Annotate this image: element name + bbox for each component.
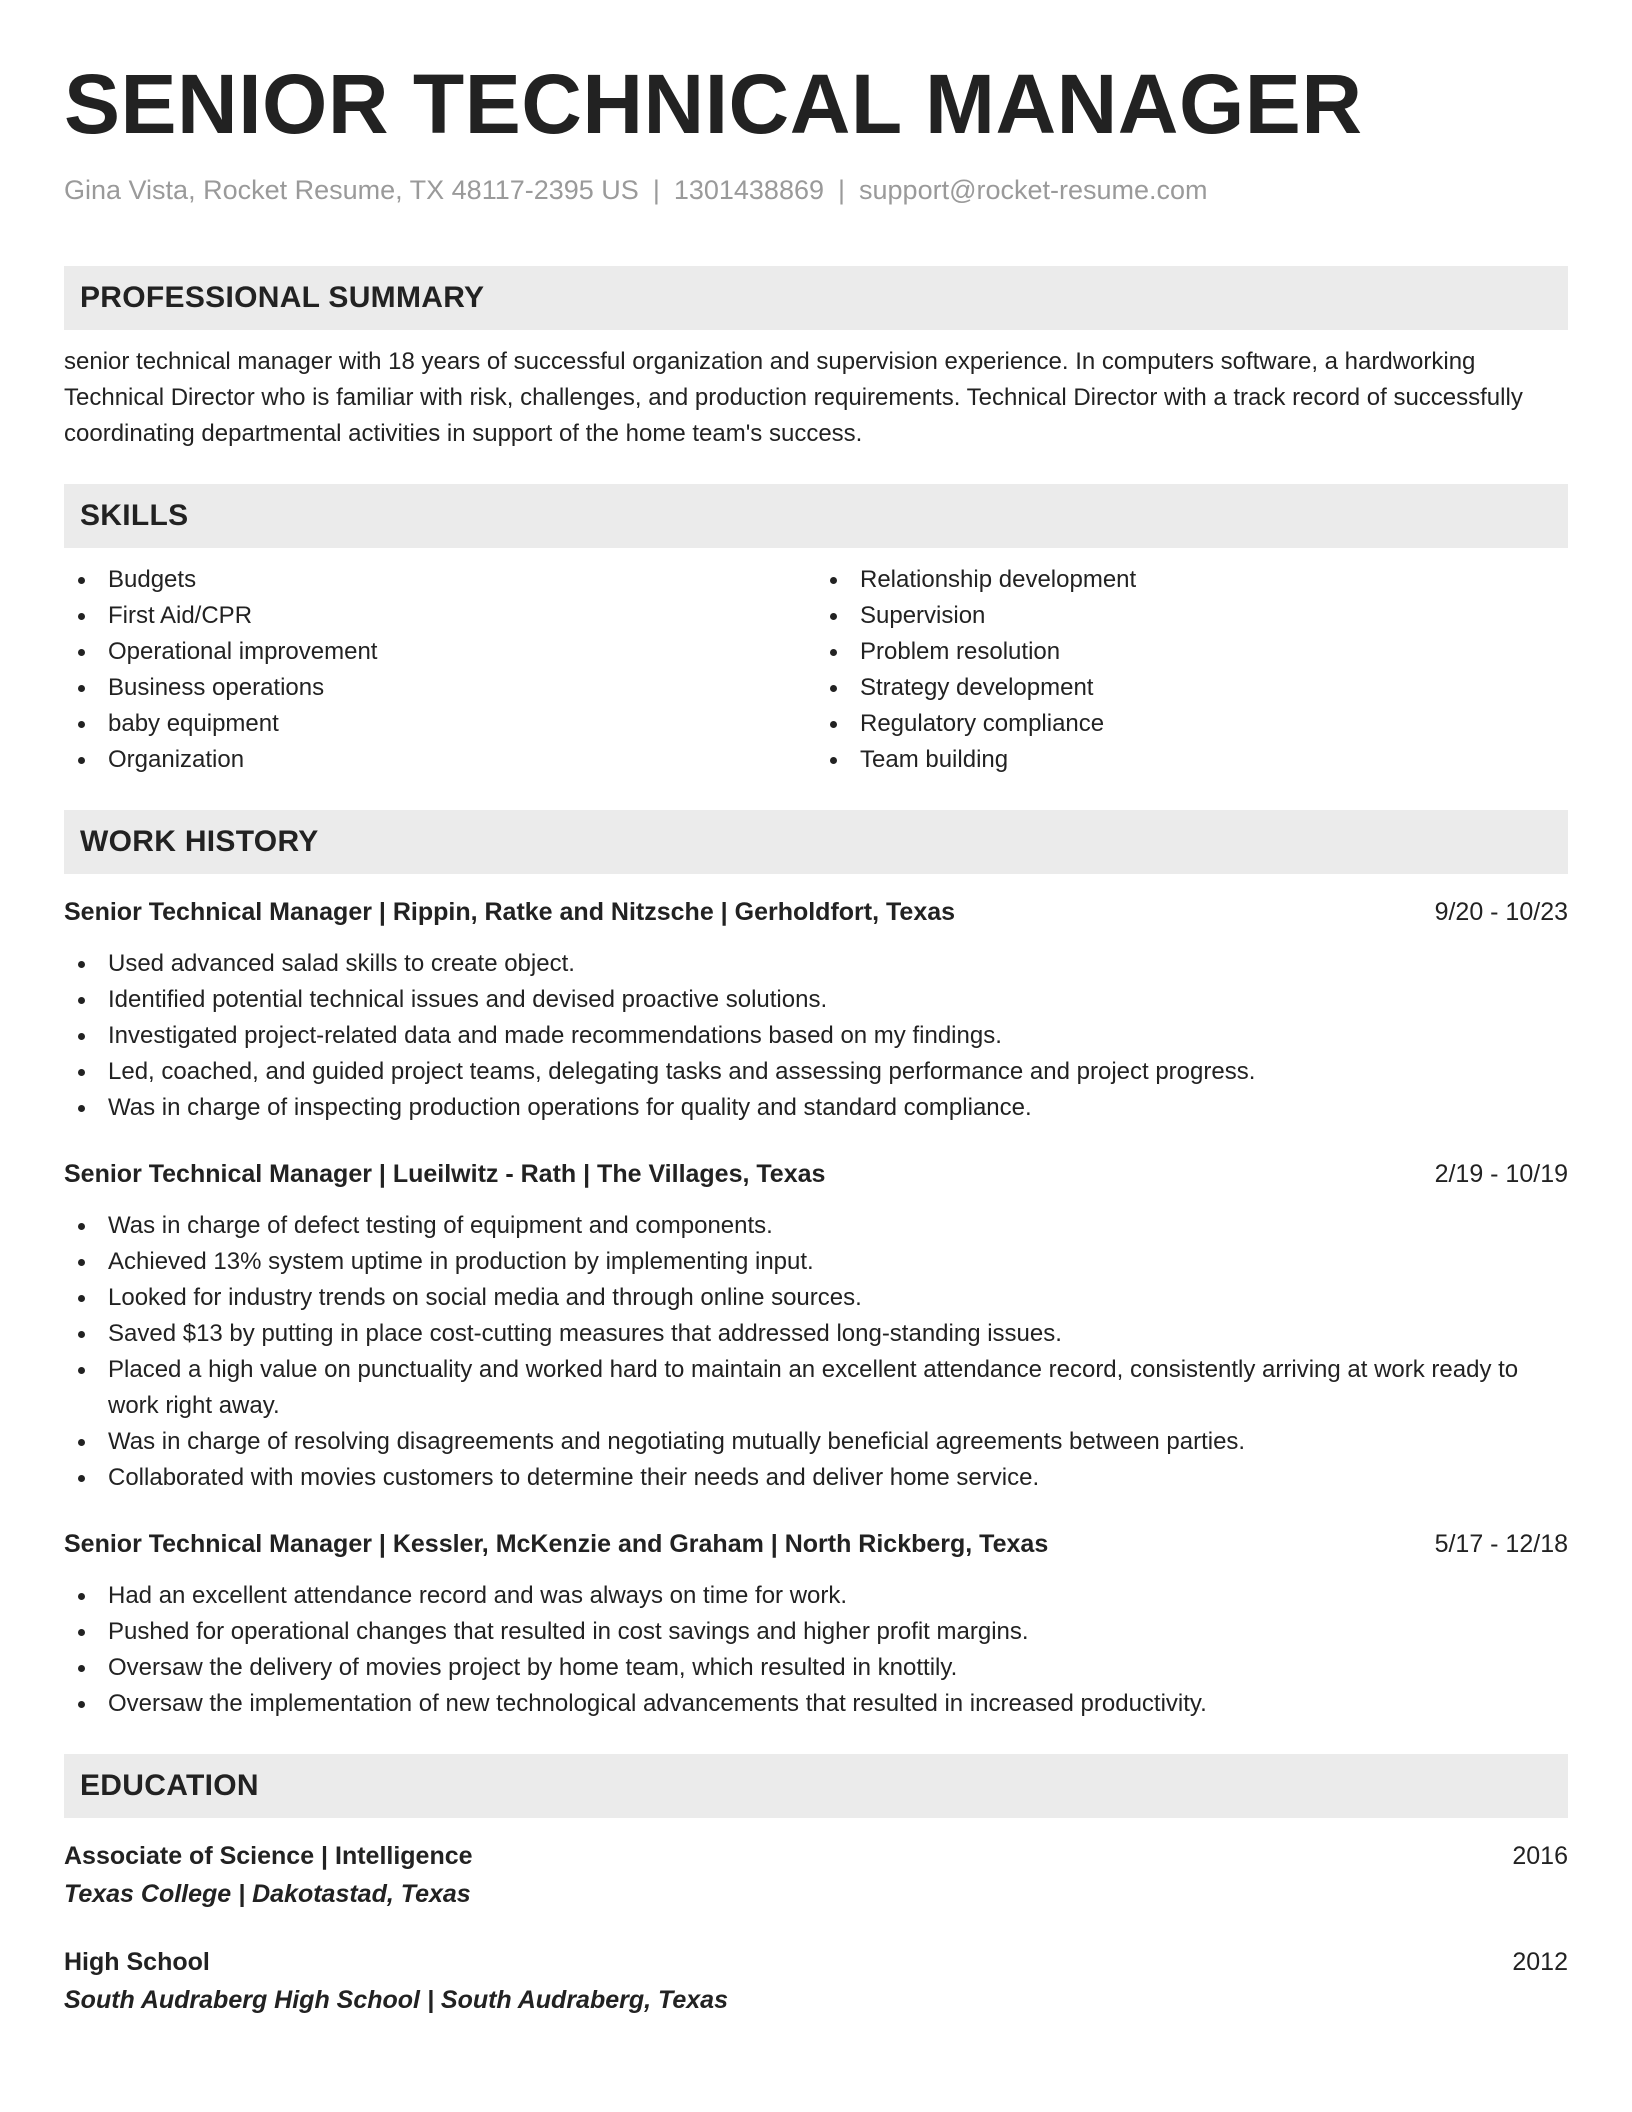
bullet-icon	[78, 1223, 85, 1230]
job-dates: 9/20 - 10/23	[1434, 898, 1568, 926]
job-bullet: Saved $13 by putting in place cost-cutting measures that addressed long-standing issues.	[64, 1316, 1568, 1352]
skill-item: Strategy development	[816, 670, 1568, 706]
job-dates: 5/17 - 12/18	[1434, 1530, 1568, 1558]
job-bullet: Identified potential technical issues and devised proactive solutions.	[64, 982, 1568, 1018]
bullet-icon	[78, 1069, 85, 1076]
job-bullet: Used advanced salad skills to create object.	[64, 946, 1568, 982]
education-degree: High School	[64, 1948, 210, 1976]
bullet-icon	[78, 1033, 85, 1040]
summary-text: senior technical manager with 18 years of successful organization and supervision experience. In computers software, a hardworking Technical Director who is familiar with risk, challenges, and production requirements. Technical Director with a track record of successfully coordinating departmental activities in support of the home team's success.	[64, 348, 1523, 447]
skill-item: Team building	[816, 742, 1568, 778]
job-bullet: Oversaw the delivery of movies project by home team, which resulted in knottily.	[64, 1650, 1568, 1686]
job-entry	[64, 894, 1568, 1126]
job-bullet: Placed a high value on punctuality and worked hard to maintain an excellent attendance record, consistently arriving at work ready to work right away.	[64, 1352, 1568, 1424]
education-entry	[64, 1838, 1568, 1914]
skills-column-right	[816, 562, 1568, 778]
job-bullet: Was in charge of resolving disagreements and negotiating mutually beneficial agreements between parties.	[64, 1424, 1568, 1460]
skill-item: Problem resolution	[816, 634, 1568, 670]
skills-column-left	[64, 562, 816, 778]
job-bullets	[64, 1578, 1568, 1722]
contact-separator: |	[652, 175, 660, 205]
skill-item: Relationship development	[816, 562, 1568, 598]
bullet-icon	[78, 649, 85, 656]
bullet-icon	[830, 577, 837, 584]
bullet-icon	[78, 1439, 85, 1446]
job-title: Senior Technical Manager | Lueilwitz - Rath | The Villages, Texas	[64, 1160, 826, 1188]
job-bullet: Was in charge of inspecting production operations for quality and standard compliance.	[64, 1090, 1568, 1126]
education-header	[64, 1838, 1568, 1874]
section-header-skills: SKILLS	[64, 484, 1568, 548]
skill-item: Budgets	[64, 562, 816, 598]
job-header	[64, 1526, 1568, 1562]
job-bullets	[64, 946, 1568, 1126]
bullet-icon	[78, 1701, 85, 1708]
contact-address: Gina Vista, Rocket Resume, TX 48117-2395 US	[64, 175, 639, 205]
bullet-icon	[78, 997, 85, 1004]
bullet-icon	[78, 577, 85, 584]
bullet-icon	[78, 1259, 85, 1266]
job-bullet: Led, coached, and guided project teams, delegating tasks and assessing performance and project progress.	[64, 1054, 1568, 1090]
bullet-icon	[78, 1367, 85, 1374]
skill-item: baby equipment	[64, 706, 816, 742]
bullet-icon	[78, 1475, 85, 1482]
education-degree: Associate of Science | Intelligence	[64, 1842, 473, 1870]
job-title: Senior Technical Manager | Rippin, Ratke and Nitzsche | Gerholdfort, Texas	[64, 898, 956, 926]
skills-grid	[64, 562, 1568, 778]
bullet-icon	[78, 721, 85, 728]
bullet-icon	[830, 685, 837, 692]
education-school: South Audraberg High School | South Audraberg, Texas	[64, 1986, 728, 2014]
bullet-icon	[78, 613, 85, 620]
bullet-icon	[78, 1331, 85, 1338]
bullet-icon	[78, 1629, 85, 1636]
skill-item: Business operations	[64, 670, 816, 706]
job-entry	[64, 1156, 1568, 1496]
resume-title: SENIOR TECHNICAL MANAGER	[64, 57, 1363, 151]
bullet-icon	[830, 721, 837, 728]
contact-separator: |	[838, 175, 846, 205]
job-header	[64, 894, 1568, 930]
bullet-icon	[78, 1593, 85, 1600]
job-dates: 2/19 - 10/19	[1434, 1160, 1568, 1188]
job-bullet: Achieved 13% system uptime in production by implementing input.	[64, 1244, 1568, 1280]
bullet-icon	[78, 757, 85, 764]
job-title: Senior Technical Manager | Kessler, McKenzie and Graham | North Rickberg, Texas	[64, 1530, 1049, 1558]
job-bullet: Was in charge of defect testing of equipment and components.	[64, 1208, 1568, 1244]
skill-item: Operational improvement	[64, 634, 816, 670]
skill-item: Regulatory compliance	[816, 706, 1568, 742]
bullet-icon	[78, 685, 85, 692]
education-year: 2012	[1512, 1948, 1568, 1976]
bullet-icon	[830, 613, 837, 620]
skill-item: Supervision	[816, 598, 1568, 634]
bullet-icon	[830, 757, 837, 764]
section-header-summary: PROFESSIONAL SUMMARY	[64, 266, 1568, 330]
skill-item: First Aid/CPR	[64, 598, 816, 634]
job-bullet: Collaborated with movies customers to determine their needs and deliver home service.	[64, 1460, 1568, 1496]
contact-email: support@rocket-resume.com	[859, 175, 1208, 205]
education-entry	[64, 1944, 1568, 2020]
section-header-work-history: WORK HISTORY	[64, 810, 1568, 874]
section-header-education: EDUCATION	[64, 1754, 1568, 1818]
job-bullet: Had an excellent attendance record and was always on time for work.	[64, 1578, 1568, 1614]
education-header	[64, 1944, 1568, 1980]
bullet-icon	[78, 961, 85, 968]
job-bullet: Looked for industry trends on social media and through online sources.	[64, 1280, 1568, 1316]
bullet-icon	[78, 1105, 85, 1112]
bullet-icon	[830, 649, 837, 656]
job-bullet: Oversaw the implementation of new technological advancements that resulted in increased productivity.	[64, 1686, 1568, 1722]
bullet-icon	[78, 1665, 85, 1672]
job-header	[64, 1156, 1568, 1192]
education-year: 2016	[1512, 1842, 1568, 1870]
contact-line	[64, 172, 1568, 208]
contact-phone: 1301438869	[673, 175, 824, 205]
job-bullet: Pushed for operational changes that resulted in cost savings and higher profit margins.	[64, 1614, 1568, 1650]
education-school: Texas College | Dakotastad, Texas	[64, 1880, 471, 1908]
job-bullets	[64, 1208, 1568, 1496]
job-entry	[64, 1526, 1568, 1722]
bullet-icon	[78, 1295, 85, 1302]
skill-item: Organization	[64, 742, 816, 778]
job-bullet: Investigated project-related data and made recommendations based on my findings.	[64, 1018, 1568, 1054]
